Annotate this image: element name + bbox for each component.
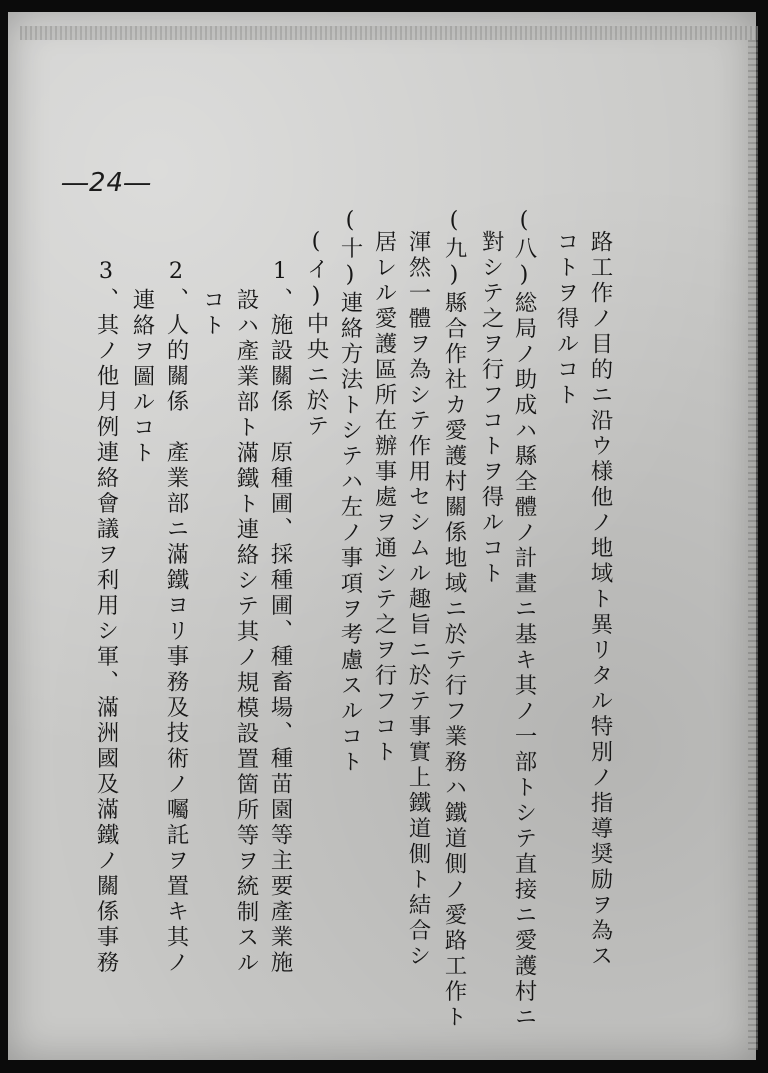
text-column-1: 路工作ノ目的ニ沿ウ様他ノ地域ト異リタル特別ノ指導奨励ヲ為ス xyxy=(587,230,613,970)
text-column-15: 3、其ノ他月例連絡會議ヲ利用シ軍、滿洲國及滿鐵ノ關係事務 xyxy=(93,258,119,976)
text-column-2: コトヲ得ルコト xyxy=(553,230,579,409)
text-column-14: 連絡ヲ圖ルコト xyxy=(129,288,155,467)
text-column-4: 對シテ之ヲ行フコトヲ得ルコト xyxy=(478,230,504,587)
text-column-6: 渾然一體ヲ為シテ作用セシムル趣旨ニ於テ事實上鐵道側ト結合シ xyxy=(405,230,431,970)
page-edge-top xyxy=(20,26,758,40)
text-column-11: 設ハ產業部ト滿鐵ト連絡シテ其ノ規模設置箇所等ヲ統制スル xyxy=(233,288,259,977)
text-column-12: コト xyxy=(199,288,225,339)
page-edge-right xyxy=(748,40,758,1050)
text-column-7: 居レル愛護區所在辦事處ヲ通シテ之ヲ行フコト xyxy=(371,230,397,766)
text-column-3: (八)総局ノ助成ハ縣全體ノ計畫ニ基キ其ノ一部トシテ直接ニ愛護村ニ xyxy=(511,207,537,1031)
text-column-9: (イ)中央ニ於テ xyxy=(303,228,329,440)
text-column-5: (九)縣合作社カ愛護村關係地域ニ於テ行フ業務ハ鐵道側ノ愛路工作ト xyxy=(441,207,467,1031)
text-column-8: (十)連絡方法トシテハ左ノ事項ヲ考慮スルコト xyxy=(337,207,363,776)
text-column-13: 2、人的關係 產業部ニ滿鐵ヨリ事務及技術ノ囑託ヲ置キ其ノ xyxy=(163,258,189,976)
text-column-10: 1、施設關係 原種圃、採種圃、種畜場、種苗園等主要產業施 xyxy=(267,258,293,976)
page-number: ―24― xyxy=(62,168,152,198)
